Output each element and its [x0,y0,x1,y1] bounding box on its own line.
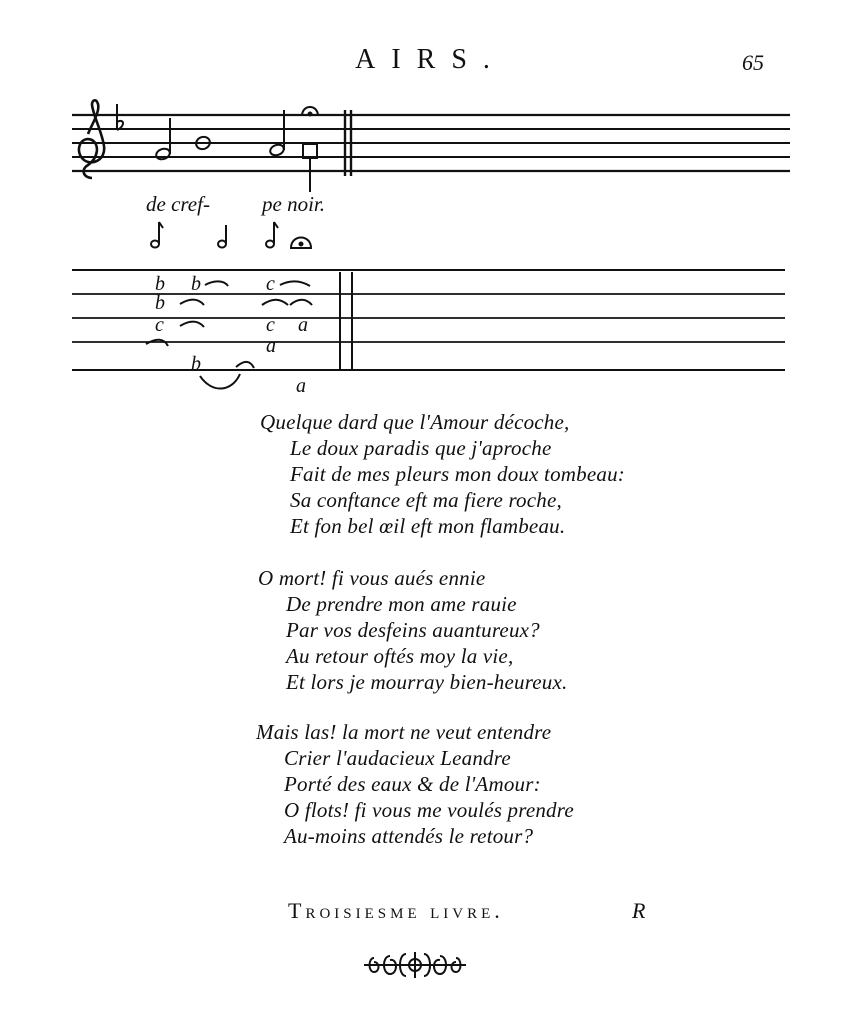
verse-line: Et lors je mourray bien-heureux. [286,670,568,694]
lyric-syllable: pe noir. [262,192,325,216]
rhythm-flags [151,222,311,248]
verse-line: Porté des eaux & de l'Amour: [284,772,541,796]
tab-letter: b [191,353,201,375]
running-title: AIRS. [355,44,506,75]
verse-line: Et fon bel œil eft mon flambeau. [290,514,566,538]
music-notation [0,0,853,420]
tab-letter: b [191,273,201,295]
signature-mark: R [632,898,646,923]
tab-letter: a [266,335,276,357]
verse-line: Au retour oftés moy la vie, [286,644,514,668]
lyric-syllable: de cref- [146,192,210,216]
tab-letter: a [298,314,308,336]
verse-line: O mort! fi vous aués ennie [258,566,486,590]
ornament-icon [360,948,470,986]
verse-line: Fait de mes pleurs mon doux tombeau: [290,462,625,486]
catchword: Troisiesme livre. [288,898,504,923]
tab-letter: b [155,273,165,295]
tab-letter: c [155,314,164,336]
flat-sign-icon [117,104,123,130]
verse-line: Sa conftance eft ma fiere roche, [290,488,562,512]
verse-line: Quelque dard que l'Amour décoche, [260,410,570,434]
verse-line: Par vos desfeins auantureux? [286,618,540,642]
vocal-notes [155,107,318,192]
treble-clef-icon [79,100,104,178]
vocal-staff [72,110,790,176]
verse-line: Le doux paradis que j'aproche [290,436,552,460]
verse-line: Au-moins attendés le retour? [284,824,534,848]
tab-letter-below: a [296,375,306,397]
tab-letter: c [266,314,275,336]
tablature-staff [72,270,785,389]
page-number: 65 [742,50,764,75]
verse-line: De prendre mon ame rauie [286,592,517,616]
verse-line: O flots! fi vous me voulés prendre [284,798,574,822]
verse-line: Mais las! la mort ne veut entendre [256,720,552,744]
tab-letter: b [155,292,165,314]
verse-line: Crier l'audacieux Leandre [284,746,511,770]
tab-letter: c [266,273,275,295]
